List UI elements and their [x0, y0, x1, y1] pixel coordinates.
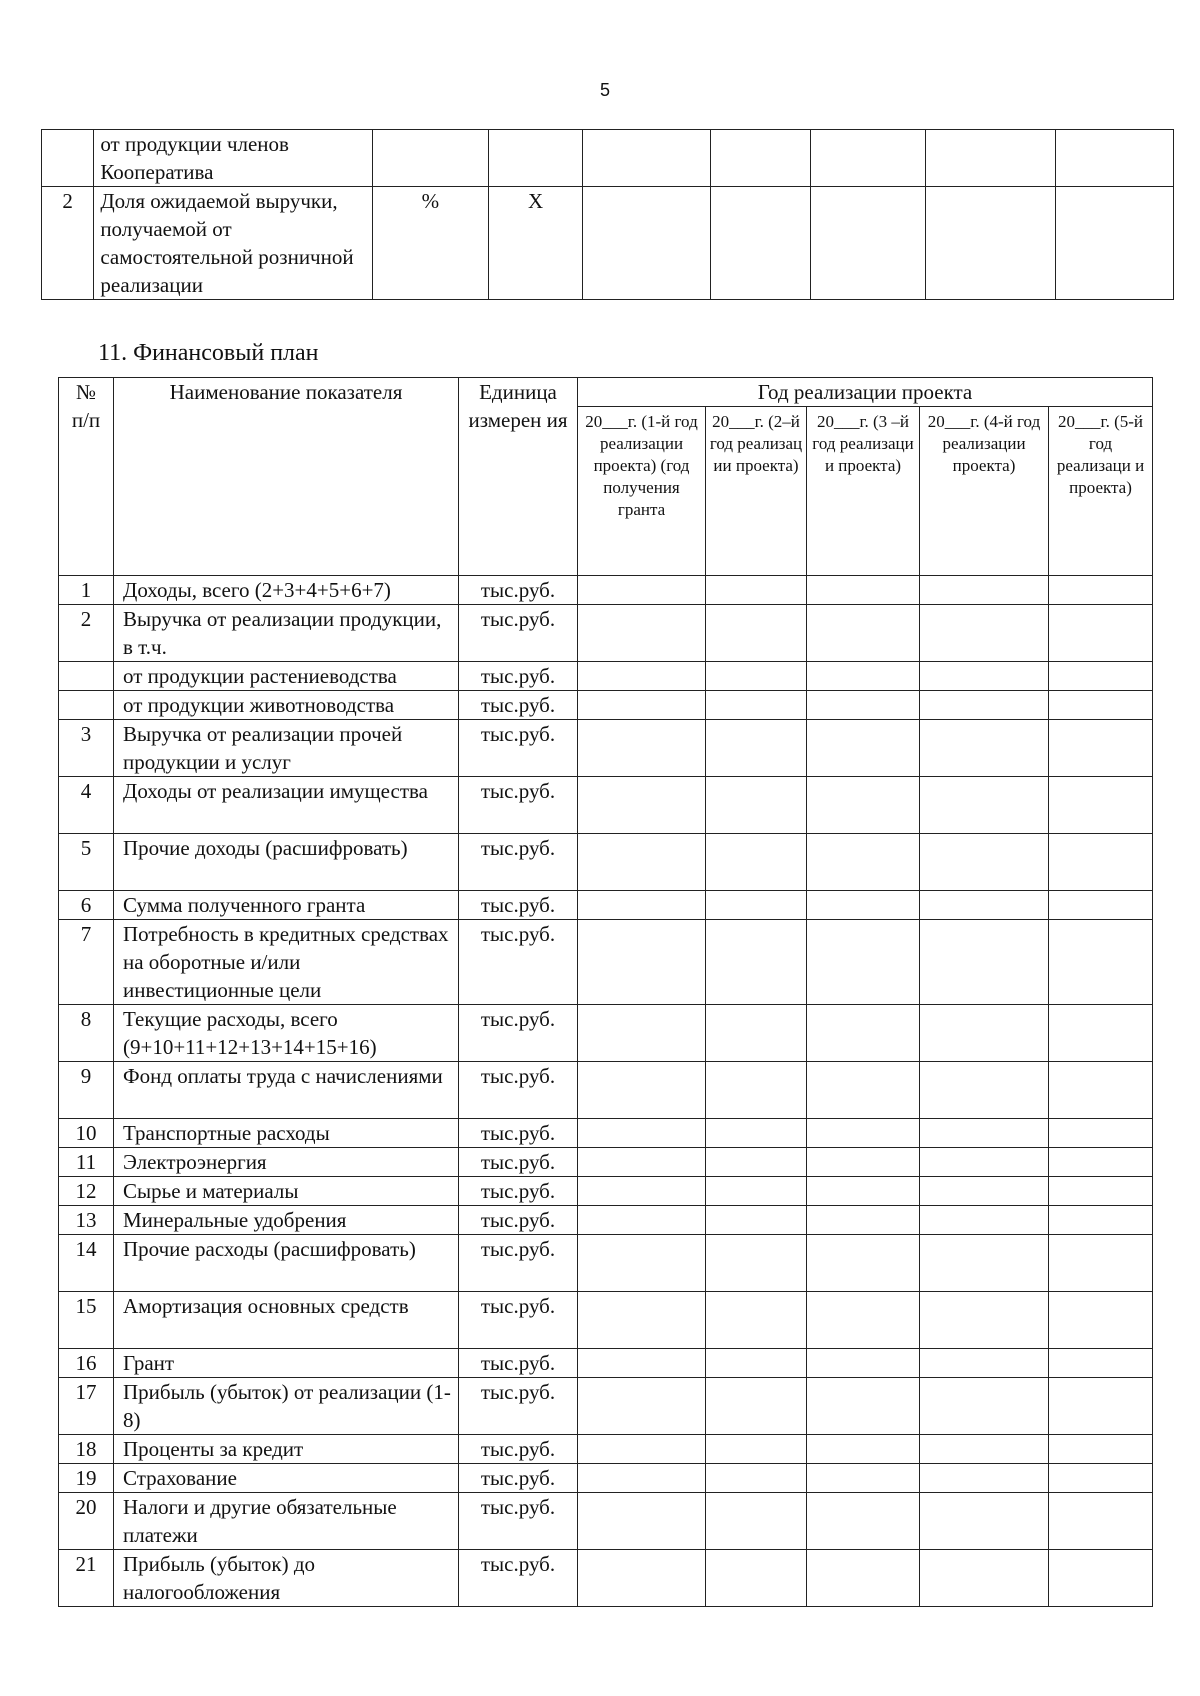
year-value-cell — [807, 834, 920, 891]
row-name: Налоги и другие обязательные платежи — [114, 1493, 459, 1550]
year-value-cell — [578, 1177, 706, 1206]
row-unit: тыс.руб. — [459, 920, 578, 1005]
row-unit: тыс.руб. — [459, 720, 578, 777]
year-value-cell — [1049, 834, 1153, 891]
year-value-cell — [920, 691, 1049, 720]
year-value-cell — [920, 1435, 1049, 1464]
row-number: 20 — [59, 1493, 114, 1550]
table-row — [42, 130, 1174, 187]
header-num: № п/п — [59, 378, 114, 576]
row-unit: тыс.руб. — [459, 1378, 578, 1435]
year-value-cell — [920, 1378, 1049, 1435]
table-row — [59, 1550, 1153, 1607]
table-row — [59, 834, 1153, 891]
year-value-cell — [920, 1235, 1049, 1292]
year-value-cell — [578, 920, 706, 1005]
year-value-cell — [920, 662, 1049, 691]
top-table — [41, 129, 1174, 300]
row-name: Доля ожидаемой выручки, получаемой от самостоятельной розничной реализации — [94, 187, 373, 300]
year-value-cell — [920, 1148, 1049, 1177]
year-value-cell — [807, 920, 920, 1005]
year-value-cell — [920, 777, 1049, 834]
page-number: 5 — [599, 80, 610, 100]
table-row — [59, 777, 1153, 834]
row-unit: тыс.руб. — [459, 1493, 578, 1550]
year-value-cell — [920, 1550, 1049, 1607]
year-value-cell — [807, 720, 920, 777]
table-row — [59, 1235, 1153, 1292]
year-value-cell — [1049, 777, 1153, 834]
table-row — [59, 1435, 1153, 1464]
year-value-cell — [1049, 662, 1153, 691]
year-value-cell — [807, 605, 920, 662]
row-unit — [373, 130, 489, 187]
row-number: 6 — [59, 891, 114, 920]
year-value-cell — [807, 1005, 920, 1062]
year-value-cell — [1049, 605, 1153, 662]
year-value-cell — [807, 1464, 920, 1493]
year-value-cell — [920, 1349, 1049, 1378]
year-value-cell — [578, 720, 706, 777]
year-value-cell — [1049, 1206, 1153, 1235]
year-value-cell — [920, 1177, 1049, 1206]
row-number: 1 — [59, 576, 114, 605]
row-number: 3 — [59, 720, 114, 777]
year-value-cell — [578, 1148, 706, 1177]
row-name: Выручка от реализации прочей продукции и услуг — [114, 720, 459, 777]
table-row — [59, 1292, 1153, 1349]
year-value-cell — [706, 576, 807, 605]
year-value-cell — [807, 576, 920, 605]
row-number: 5 — [59, 834, 114, 891]
row-number: 7 — [59, 920, 114, 1005]
table-row — [59, 1206, 1153, 1235]
financial-plan-table — [58, 377, 1153, 1607]
year-value-cell — [706, 834, 807, 891]
year-value-cell — [1049, 1148, 1153, 1177]
year-value-cell — [578, 1292, 706, 1349]
row-number: 17 — [59, 1378, 114, 1435]
year-value-cell — [807, 662, 920, 691]
year-value-cell — [1049, 1349, 1153, 1378]
year-value-cell — [920, 576, 1049, 605]
row-unit: тыс.руб. — [459, 1235, 578, 1292]
row-name: Текущие расходы, всего (9+10+11+12+13+14+15+16) — [114, 1005, 459, 1062]
year-value-cell — [706, 1493, 807, 1550]
row-number: 18 — [59, 1435, 114, 1464]
row-unit: тыс.руб. — [459, 1062, 578, 1119]
header-year-4: 20___г. (4-й год реализации проекта) — [920, 407, 1049, 576]
header-unit: Единица измерен ия — [459, 378, 578, 576]
header-year-group: Год реализации проекта — [578, 378, 1153, 407]
row-name: Прибыль (убыток) до налогообложения — [114, 1550, 459, 1607]
row-name: Фонд оплаты труда с начислениями — [114, 1062, 459, 1119]
year-value-cell — [807, 1062, 920, 1119]
row-number: 9 — [59, 1062, 114, 1119]
year-value-cell — [920, 1206, 1049, 1235]
row-name: от продукции членов Кооператива — [94, 130, 373, 187]
row-name: Страхование — [114, 1464, 459, 1493]
row-unit: тыс.руб. — [459, 1148, 578, 1177]
table-row — [59, 1378, 1153, 1435]
row-unit: тыс.руб. — [459, 834, 578, 891]
header-year-3: 20___г. (3 –й год реализаци и проекта) — [807, 407, 920, 576]
table-row — [59, 1119, 1153, 1148]
row-number: 21 — [59, 1550, 114, 1607]
year-value-cell — [807, 777, 920, 834]
year-value-cell — [807, 691, 920, 720]
year-value-cell — [920, 605, 1049, 662]
table-row — [59, 1062, 1153, 1119]
year-value-cell — [920, 1119, 1049, 1148]
year-value-cell — [920, 891, 1049, 920]
year-value-cell — [920, 1005, 1049, 1062]
year-value-cell — [578, 1378, 706, 1435]
year-value-cell — [578, 1062, 706, 1119]
row-number — [59, 662, 114, 691]
year-value-cell — [578, 834, 706, 891]
year-value-cell — [807, 1378, 920, 1435]
row-name: Прочие расходы (расшифровать) — [114, 1235, 459, 1292]
year-value-cell — [578, 1493, 706, 1550]
year-value-cell — [578, 605, 706, 662]
table-row — [59, 662, 1153, 691]
year-value-cell — [1049, 691, 1153, 720]
year-value-cell — [807, 1493, 920, 1550]
year-value-cell — [578, 891, 706, 920]
table-row — [59, 1349, 1153, 1378]
row-number: 16 — [59, 1349, 114, 1378]
row-number: 10 — [59, 1119, 114, 1148]
year-value-cell — [1049, 1292, 1153, 1349]
row-unit: тыс.руб. — [459, 891, 578, 920]
row-name: Электроэнергия — [114, 1148, 459, 1177]
row-name: Прибыль (убыток) от реализации (1-8) — [114, 1378, 459, 1435]
table-row — [59, 605, 1153, 662]
row-name: Транспортные расходы — [114, 1119, 459, 1148]
table-row — [59, 576, 1153, 605]
year-value-cell — [807, 1435, 920, 1464]
year-value-cell — [807, 1119, 920, 1148]
row-name: от продукции животноводства — [114, 691, 459, 720]
year-value-cell — [706, 1177, 807, 1206]
year-value-cell — [578, 777, 706, 834]
year-value-cell — [578, 1349, 706, 1378]
header-year-2: 20___г. (2–й год реализац ии проекта) — [706, 407, 807, 576]
year-value-cell — [706, 1005, 807, 1062]
year-value-cell — [578, 1464, 706, 1493]
year-value-cell — [578, 1550, 706, 1607]
year-value-cell — [920, 1464, 1049, 1493]
year-value-cell — [920, 720, 1049, 777]
row-name: от продукции растениеводства — [114, 662, 459, 691]
year-value-cell — [578, 662, 706, 691]
table-row — [42, 187, 1174, 300]
table-row — [59, 1148, 1153, 1177]
row-unit: % — [373, 187, 489, 300]
row-name: Минеральные удобрения — [114, 1206, 459, 1235]
year-value-cell — [706, 1206, 807, 1235]
row-number: 15 — [59, 1292, 114, 1349]
row-number: 13 — [59, 1206, 114, 1235]
year-value-cell — [920, 920, 1049, 1005]
section-title: 11. Финансовый план — [98, 340, 319, 366]
table-row — [59, 1493, 1153, 1550]
row-unit: тыс.руб. — [459, 1292, 578, 1349]
row-unit: тыс.руб. — [459, 691, 578, 720]
year-value-cell — [807, 1349, 920, 1378]
row-name: Доходы от реализации имущества — [114, 777, 459, 834]
row-name: Сырье и материалы — [114, 1177, 459, 1206]
year-value-cell — [1049, 720, 1153, 777]
year-value-cell — [920, 1062, 1049, 1119]
year-value-cell — [920, 1493, 1049, 1550]
row-name: Доходы, всего (2+3+4+5+6+7) — [114, 576, 459, 605]
row-number: 8 — [59, 1005, 114, 1062]
row-unit: тыс.руб. — [459, 777, 578, 834]
row-number: 19 — [59, 1464, 114, 1493]
year-value-cell — [578, 1435, 706, 1464]
row-unit: тыс.руб. — [459, 1464, 578, 1493]
year-value-cell — [706, 777, 807, 834]
year-value-cell — [706, 1435, 807, 1464]
year-value-cell — [706, 1378, 807, 1435]
year-value-cell — [706, 691, 807, 720]
row-unit: тыс.руб. — [459, 605, 578, 662]
year-value-cell — [1049, 891, 1153, 920]
year-value-cell — [807, 1148, 920, 1177]
table-row — [59, 920, 1153, 1005]
year-value-cell — [1049, 1062, 1153, 1119]
year-value-cell — [807, 891, 920, 920]
row-name: Выручка от реализации продукции, в т.ч. — [114, 605, 459, 662]
year-value-cell — [706, 920, 807, 1005]
table-row — [59, 691, 1153, 720]
row-value — [488, 130, 583, 187]
year-value-cell — [706, 662, 807, 691]
header-name: Наименование показателя — [114, 378, 459, 576]
year-value-cell — [1049, 1005, 1153, 1062]
year-value-cell — [807, 1292, 920, 1349]
year-value-cell — [706, 1464, 807, 1493]
row-unit: тыс.руб. — [459, 1206, 578, 1235]
row-number: 11 — [59, 1148, 114, 1177]
row-unit: тыс.руб. — [459, 1005, 578, 1062]
row-unit: тыс.руб. — [459, 1119, 578, 1148]
row-unit: тыс.руб. — [459, 1349, 578, 1378]
year-value-cell — [920, 1292, 1049, 1349]
year-value-cell — [1049, 576, 1153, 605]
row-name: Прочие доходы (расшифровать) — [114, 834, 459, 891]
row-number: 4 — [59, 777, 114, 834]
row-number: 2 — [42, 187, 94, 300]
year-value-cell — [1049, 1464, 1153, 1493]
year-value-cell — [706, 1550, 807, 1607]
row-name: Проценты за кредит — [114, 1435, 459, 1464]
row-number — [59, 691, 114, 720]
year-value-cell — [920, 834, 1049, 891]
table-row — [59, 720, 1153, 777]
year-value-cell — [1049, 1119, 1153, 1148]
year-value-cell — [1049, 1177, 1153, 1206]
year-value-cell — [578, 1235, 706, 1292]
year-value-cell — [1049, 1435, 1153, 1464]
row-name: Грант — [114, 1349, 459, 1378]
row-number: 12 — [59, 1177, 114, 1206]
year-value-cell — [706, 605, 807, 662]
year-value-cell — [1049, 1378, 1153, 1435]
row-name: Сумма полученного гранта — [114, 891, 459, 920]
year-value-cell — [807, 1550, 920, 1607]
year-value-cell — [706, 1119, 807, 1148]
year-value-cell — [706, 1235, 807, 1292]
table-row — [59, 1464, 1153, 1493]
year-value-cell — [706, 1062, 807, 1119]
row-name: Амортизация основных средств — [114, 1292, 459, 1349]
year-value-cell — [706, 1148, 807, 1177]
year-value-cell — [1049, 1493, 1153, 1550]
year-value-cell — [706, 891, 807, 920]
header-year-1: 20___г. (1-й год реализации проекта) (год получения гранта — [578, 407, 706, 576]
year-value-cell — [807, 1235, 920, 1292]
year-value-cell — [807, 1206, 920, 1235]
row-unit: тыс.руб. — [459, 1550, 578, 1607]
row-name: Потребность в кредитных средствах на оборотные и/или инвестиционные цели — [114, 920, 459, 1005]
header-year-5: 20___г. (5-й год реализаци и проекта) — [1049, 407, 1153, 576]
table-row — [59, 891, 1153, 920]
row-unit: тыс.руб. — [459, 662, 578, 691]
year-value-cell — [706, 1349, 807, 1378]
year-value-cell — [1049, 920, 1153, 1005]
year-value-cell — [578, 691, 706, 720]
year-value-cell — [1049, 1235, 1153, 1292]
year-value-cell — [578, 1119, 706, 1148]
row-unit: тыс.руб. — [459, 1177, 578, 1206]
table-row — [59, 1005, 1153, 1062]
row-unit: тыс.руб. — [459, 1435, 578, 1464]
year-value-cell — [578, 576, 706, 605]
row-unit: тыс.руб. — [459, 576, 578, 605]
year-value-cell — [807, 1177, 920, 1206]
row-number: 14 — [59, 1235, 114, 1292]
year-value-cell — [578, 1206, 706, 1235]
table-row — [59, 1177, 1153, 1206]
year-value-cell — [706, 720, 807, 777]
year-value-cell — [706, 1292, 807, 1349]
row-number — [42, 130, 94, 187]
row-number: 2 — [59, 605, 114, 662]
year-value-cell — [578, 1005, 706, 1062]
row-value: X — [488, 187, 583, 300]
year-value-cell — [1049, 1550, 1153, 1607]
